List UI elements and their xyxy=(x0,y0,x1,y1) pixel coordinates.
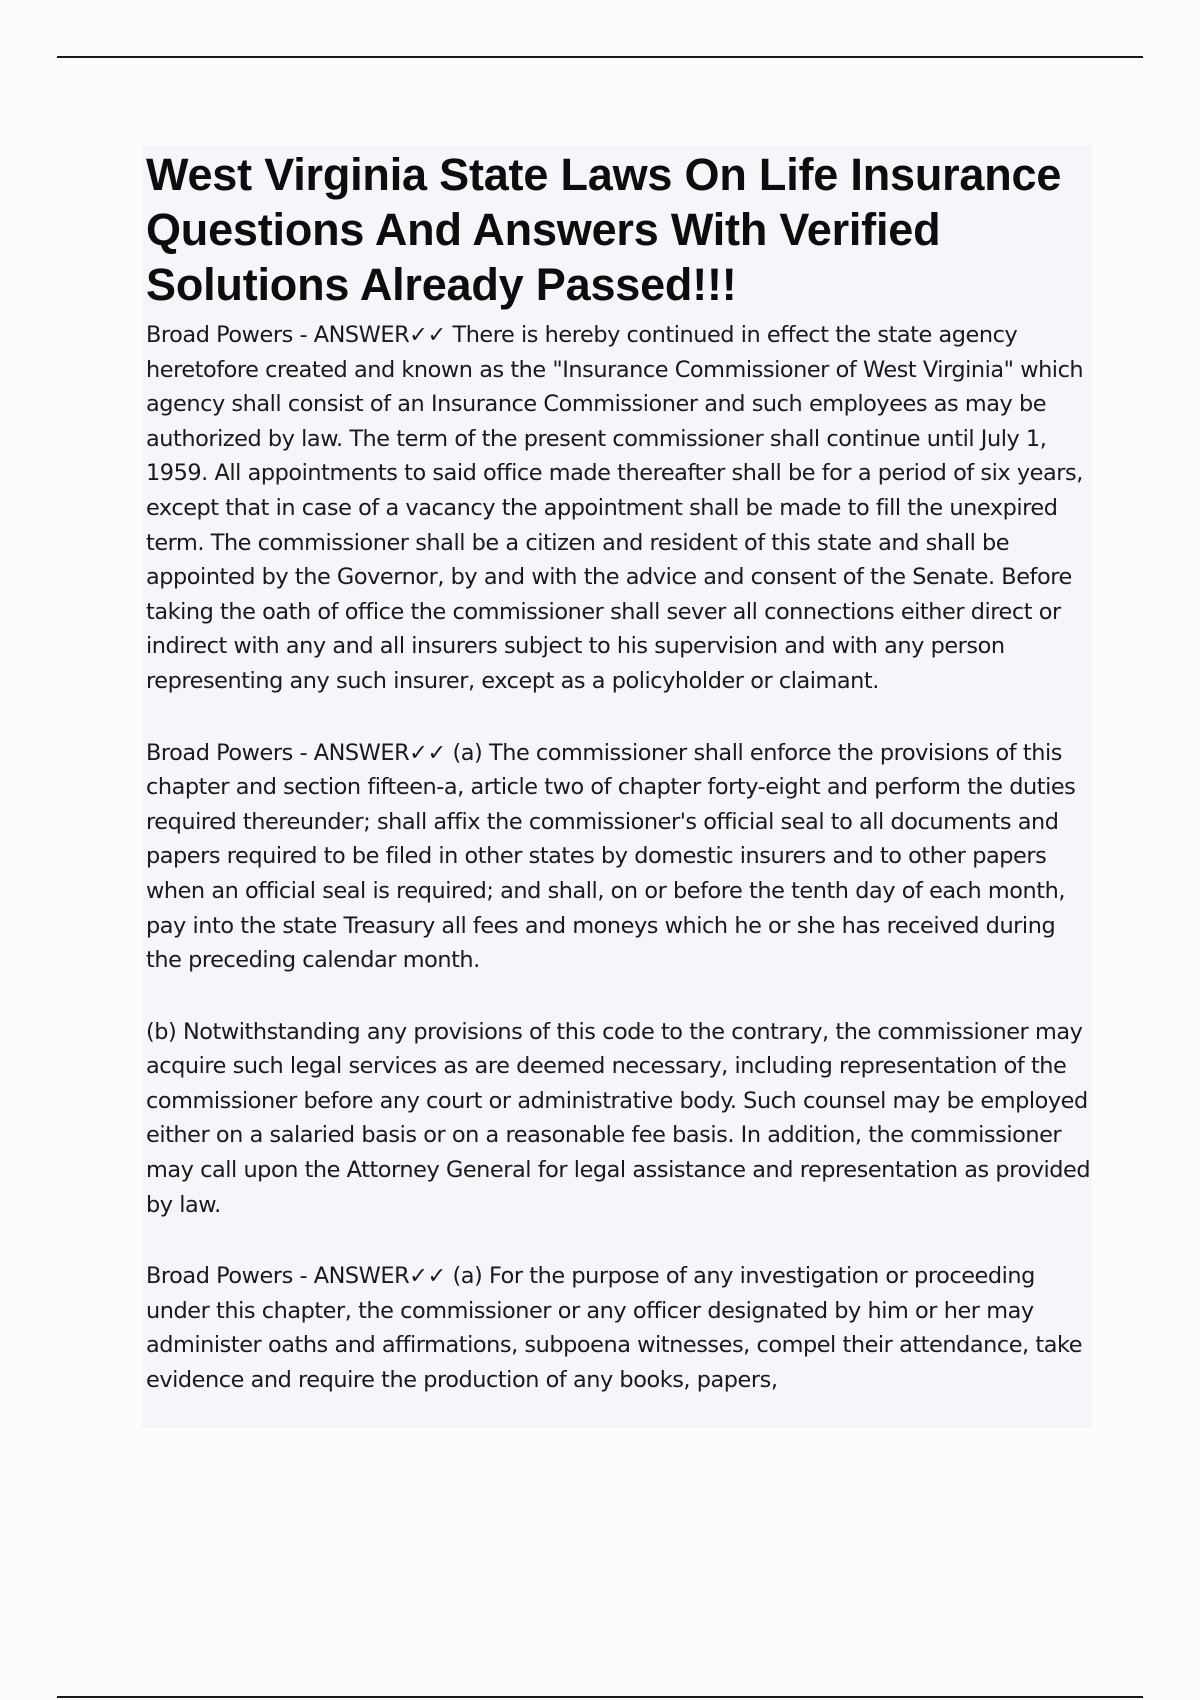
qa-paragraph-1: Broad Powers - ANSWER✓✓ There is hereby continued in effect the state agency heretofore created and known as the "Insurance Commissioner of West Virginia" which agency shall consist of an Insurance Commissioner and such employees as may be authorized by law. The term of the present commissioner shall continue until July 1, 1959. All appointments to said office made thereafter shall be for a period of six years, except that in case of a vacancy the appointment shall be made to fill the unexpired term. The commissioner shall be a citizen and resident of this state and shall be appointed by the Governor, by and with the advice and consent of the Senate. Before taking the oath of office the commissioner shall sever all connections either direct or indirect with any and all insurers subject to his supervision and with any person representing any such insurer, except as a policyholder or claimant. xyxy=(146,322,1090,694)
header-rule xyxy=(57,56,1143,58)
qa-paragraph-4: Broad Powers - ANSWER✓✓ (a) For the purpose of any investigation or proceeding under this chapter, the commissioner or any officer designated by him or her may administer oaths and affirmations, subpoena witnesses, compel their attendance, take evidence and require the production of any books, papers, xyxy=(146,1263,1089,1394)
qa-paragraph-2: Broad Powers - ANSWER✓✓ (a) The commissioner shall enforce the provisions of this chapter and section fifteen-a, article two of chapter forty-eight and perform the duties required thereunder; shall affix the commissioner's official seal to all documents and papers required to be filed in other states by domestic insurers and to other papers when an official seal is required; and shall, on or before the tenth day of each month, pay into the state Treasury all fees and moneys which he or she has received during the preceding calendar month. xyxy=(146,739,1083,974)
footer-rule xyxy=(57,1696,1143,1698)
qa-paragraph-3: (b) Notwithstanding any provisions of this code to the contrary, the commissioner may acquire such legal services as are deemed necessary, including representation of the commissioner before any court or administrative body. Such counsel may be employed either on a salaried basis or on a reasonable fee basis. In addition, the commissioner may call upon the Attorney General for legal assistance and representation as provided by law. xyxy=(146,1018,1097,1218)
document-content xyxy=(142,145,1097,1428)
document-title: West Virginia State Laws On Life Insurance Questions And Answers With Verified Solutions Already Passed!!! xyxy=(146,149,1062,310)
